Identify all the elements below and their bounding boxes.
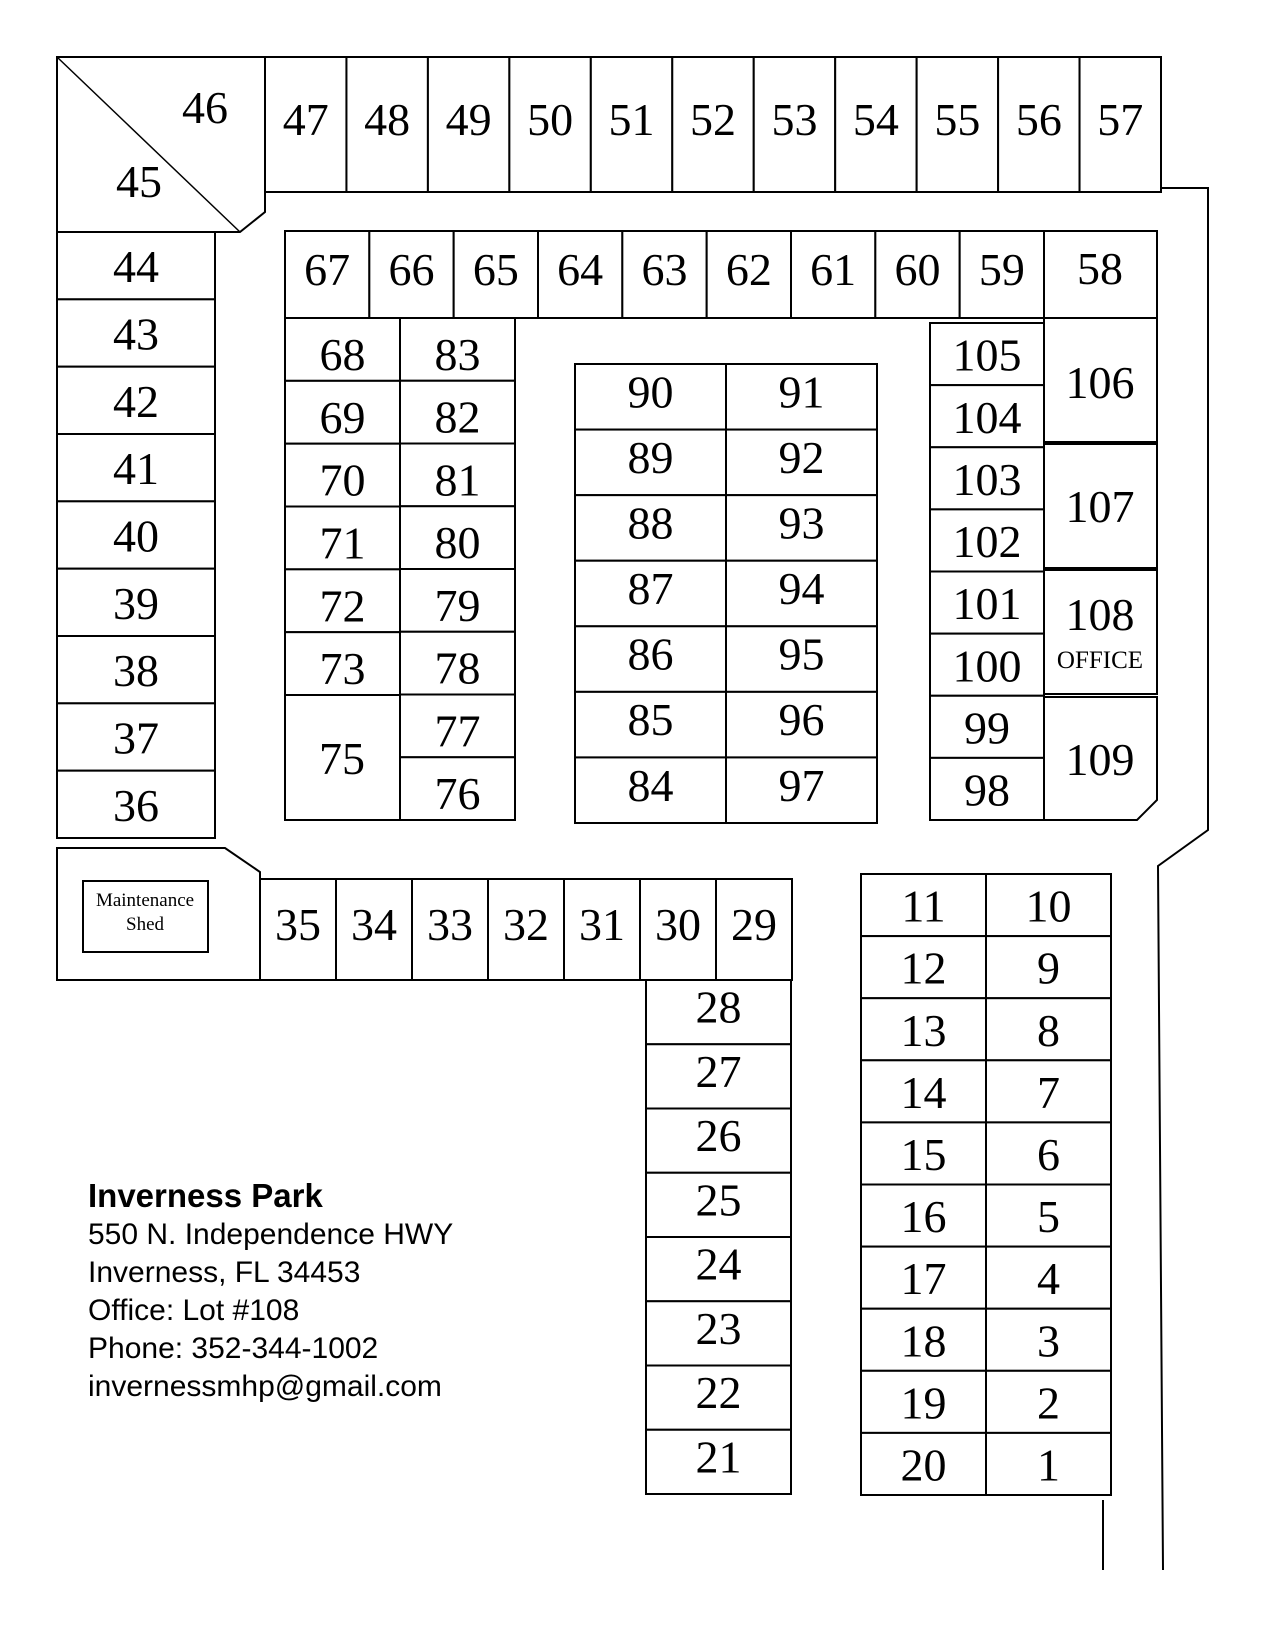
park-address: 550 N. Independence HWY bbox=[88, 1218, 454, 1251]
lot-39-label: 39 bbox=[113, 577, 159, 629]
park-city: Inverness, FL 34453 bbox=[88, 1256, 361, 1289]
lot-58-label: 58 bbox=[1077, 243, 1123, 294]
lot-94-label: 94 bbox=[778, 563, 825, 615]
lot-89-label: 89 bbox=[627, 431, 674, 483]
lot-108-label: 108 bbox=[1065, 589, 1135, 640]
lot-55-label: 55 bbox=[934, 94, 981, 146]
lot-65-label: 65 bbox=[472, 244, 519, 296]
lot-92-label: 92 bbox=[778, 431, 825, 483]
lot-62-label: 62 bbox=[725, 244, 772, 296]
lot-17-label: 17 bbox=[900, 1253, 947, 1305]
lot-61-label: 61 bbox=[810, 244, 857, 296]
lot-47-label: 47 bbox=[282, 94, 329, 146]
lot-91-label: 91 bbox=[778, 366, 825, 418]
lot-36-label: 36 bbox=[113, 779, 159, 831]
lot-77-label: 77 bbox=[434, 705, 481, 757]
lot-78-label: 78 bbox=[434, 642, 481, 694]
lot-87-label: 87 bbox=[627, 563, 674, 615]
lot-57-label: 57 bbox=[1097, 94, 1144, 146]
park-office: Office: Lot #108 bbox=[88, 1294, 300, 1327]
lot-40-label: 40 bbox=[113, 510, 159, 562]
lot-64-label: 64 bbox=[557, 244, 604, 296]
lot-106-label: 106 bbox=[1065, 357, 1135, 408]
lot-32-label: 32 bbox=[503, 899, 549, 951]
lot-42-label: 42 bbox=[113, 375, 159, 427]
lot-13-label: 13 bbox=[900, 1004, 947, 1056]
lot-69-label: 69 bbox=[319, 391, 366, 443]
lot-49-label: 49 bbox=[445, 94, 492, 146]
lot-101-label: 101 bbox=[952, 578, 1022, 630]
lot-31-label: 31 bbox=[579, 899, 625, 951]
lot-45-label: 45 bbox=[116, 156, 162, 207]
lot-51-label: 51 bbox=[608, 94, 655, 146]
lot-15-label: 15 bbox=[900, 1129, 947, 1181]
lot-18-label: 18 bbox=[900, 1315, 947, 1367]
lot-85-label: 85 bbox=[627, 694, 674, 746]
lot-76-label: 76 bbox=[434, 768, 481, 820]
lot-102-label: 102 bbox=[952, 516, 1022, 567]
lot-60-label: 60 bbox=[894, 244, 941, 296]
lot-34-label: 34 bbox=[351, 899, 397, 951]
lot-103-label: 103 bbox=[952, 453, 1022, 505]
bottom-row-lots bbox=[260, 879, 792, 980]
lot-63-label: 63 bbox=[641, 244, 688, 296]
lot-30-label: 30 bbox=[655, 899, 701, 951]
lot-11-label: 11 bbox=[901, 880, 946, 932]
lot-1-label: 1 bbox=[1037, 1439, 1060, 1491]
lot-53-label: 53 bbox=[771, 94, 818, 146]
road-edge-outer bbox=[1155, 188, 1208, 1570]
lot-90-label: 90 bbox=[627, 366, 674, 418]
lot-37-label: 37 bbox=[113, 712, 159, 764]
lot-56-label: 56 bbox=[1015, 94, 1062, 146]
lot-99-label: 99 bbox=[964, 702, 1010, 754]
lot-22-label: 22 bbox=[695, 1367, 742, 1419]
lot-23-label: 23 bbox=[695, 1302, 742, 1354]
block-b-lots bbox=[575, 364, 877, 823]
lot-43-label: 43 bbox=[113, 308, 159, 360]
lot-71-label: 71 bbox=[319, 517, 366, 569]
lot-54-label: 54 bbox=[852, 94, 899, 146]
lot-100-label: 100 bbox=[952, 640, 1022, 692]
lot-83-label: 83 bbox=[434, 328, 481, 380]
maintenance-shed-label-2: Shed bbox=[126, 914, 164, 935]
lot-27-label: 27 bbox=[695, 1045, 742, 1097]
lot-52-label: 52 bbox=[690, 94, 736, 146]
lot-21-label: 21 bbox=[695, 1431, 742, 1483]
lot-35-label: 35 bbox=[275, 899, 321, 951]
lot-9-label: 9 bbox=[1037, 942, 1060, 994]
lot-4-label: 4 bbox=[1037, 1253, 1060, 1305]
lot-16-label: 16 bbox=[900, 1191, 947, 1243]
lot-24-label: 24 bbox=[695, 1238, 742, 1290]
lot-67-label: 67 bbox=[304, 244, 351, 296]
lot-3-label: 3 bbox=[1037, 1315, 1060, 1367]
lot-68-label: 68 bbox=[319, 328, 366, 380]
park-name: Inverness Park bbox=[88, 1177, 323, 1214]
lot-82-label: 82 bbox=[434, 391, 481, 443]
block-e-lots bbox=[861, 874, 1111, 1495]
lot-75-label: 75 bbox=[319, 733, 365, 784]
park-email[interactable]: invernessmhp@gmail.com bbox=[88, 1370, 442, 1403]
lot-46-label: 46 bbox=[182, 82, 228, 133]
lot-59-label: 59 bbox=[978, 244, 1025, 296]
lot-12-label: 12 bbox=[900, 942, 947, 994]
lot-104-label: 104 bbox=[952, 391, 1022, 443]
lot-19-label: 19 bbox=[900, 1377, 947, 1429]
park-phone: Phone: 352-344-1002 bbox=[88, 1332, 379, 1365]
lot-20-label: 20 bbox=[900, 1439, 947, 1491]
lot-80-label: 80 bbox=[434, 517, 481, 569]
maintenance-shed-label-1: Maintenance bbox=[95, 890, 195, 911]
lot-41-label: 41 bbox=[113, 443, 159, 495]
lot-5-label: 5 bbox=[1037, 1191, 1060, 1243]
lot-73-label: 73 bbox=[319, 643, 366, 695]
top-row-lots bbox=[265, 57, 1161, 192]
lot-28-label: 28 bbox=[695, 981, 742, 1033]
lot-98-label: 98 bbox=[964, 764, 1010, 816]
second-row-lots bbox=[285, 231, 1044, 318]
lot-38-label: 38 bbox=[113, 645, 159, 697]
lot-97-label: 97 bbox=[778, 759, 825, 811]
left-column-lots bbox=[57, 232, 215, 838]
lot-2-label: 2 bbox=[1037, 1377, 1060, 1429]
lot-72-label: 72 bbox=[319, 580, 366, 632]
lot-14-label: 14 bbox=[900, 1066, 947, 1118]
lot-33-label: 33 bbox=[427, 899, 473, 951]
lot-10-label: 10 bbox=[1025, 880, 1072, 932]
lot-44-label: 44 bbox=[113, 241, 159, 293]
block-c-lots bbox=[930, 323, 1044, 820]
lot-96-label: 96 bbox=[778, 694, 825, 746]
lot-8-label: 8 bbox=[1037, 1004, 1060, 1056]
lot-109-label: 109 bbox=[1065, 734, 1135, 785]
lot-105-label: 105 bbox=[952, 329, 1022, 381]
lot-81-label: 81 bbox=[434, 454, 481, 506]
lot-66-label: 66 bbox=[388, 244, 435, 296]
lot-29-label: 29 bbox=[731, 899, 777, 951]
lot-70-label: 70 bbox=[319, 454, 366, 506]
lot-79-label: 79 bbox=[434, 579, 481, 631]
office-tag: OFFICE bbox=[1056, 647, 1144, 674]
lot-93-label: 93 bbox=[778, 497, 825, 549]
lot-26-label: 26 bbox=[695, 1110, 742, 1162]
lot-107-label: 107 bbox=[1065, 481, 1135, 532]
lot-95-label: 95 bbox=[778, 628, 825, 680]
park-info bbox=[88, 1176, 453, 1406]
lot-50-label: 50 bbox=[527, 94, 574, 146]
lot-88-label: 88 bbox=[627, 497, 674, 549]
lot-48-label: 48 bbox=[364, 94, 411, 146]
lot-86-label: 86 bbox=[627, 628, 674, 680]
lot-84-label: 84 bbox=[627, 759, 674, 811]
column-d-lots bbox=[646, 980, 791, 1494]
lot-6-label: 6 bbox=[1037, 1129, 1060, 1181]
lot-25-label: 25 bbox=[695, 1174, 742, 1226]
lot-7-label: 7 bbox=[1037, 1066, 1060, 1118]
